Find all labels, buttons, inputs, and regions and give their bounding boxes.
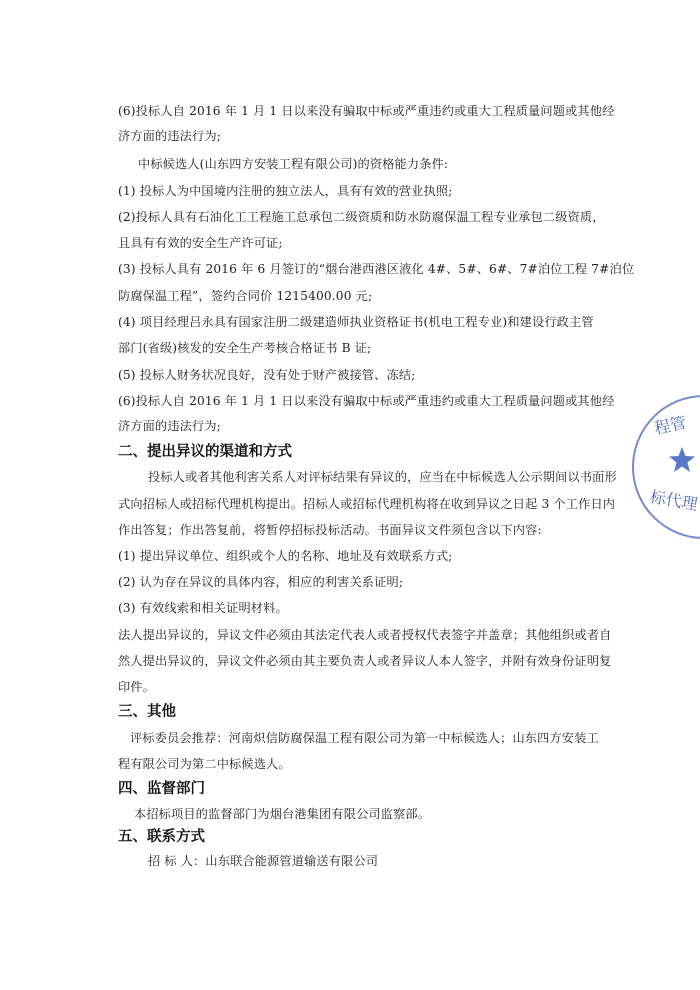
section-heading-contact: 五、联系方式: [118, 829, 205, 845]
seal-star-icon: [668, 446, 696, 474]
text-line: 然人提出异议的，异议文件必须由其主要负责人或者异议人本人签字，并附有效身份证明复: [118, 654, 612, 668]
section-heading-other: 三、其他: [118, 704, 176, 720]
text-line: 且具有有效的安全生产许可证;: [118, 236, 283, 250]
text-line: 程有限公司为第二中标候选人。: [118, 757, 291, 771]
section-heading-supervision: 四、监督部门: [118, 781, 205, 797]
text-line: (1) 提出异议单位、组织或个人的名称、地址及有效联系方式;: [118, 549, 453, 563]
text-line: (6)投标人自 2016 年 1 月 1 日以来没有骗取中标或严重违约或重大工程质量问题或其他经: [118, 394, 615, 408]
seal-text-top: 程管: [652, 412, 688, 439]
text-line: 评标委员会推荐：河南炽信防腐保温工程有限公司为第一中标候选人；山东四方安装工: [130, 731, 599, 745]
text-line: 中标候选人(山东四方安装工程有限公司)的资格能力条件:: [138, 157, 449, 171]
text-line: 投标人或者其他利害关系人对评标结果有异议的，应当在中标候选人公示期间以书面形: [148, 470, 617, 484]
text-line: 济方面的违法行为;: [118, 129, 221, 143]
text-line: 印件。: [118, 680, 156, 694]
text-line: 作出答复；作出答复前，将暂停招标投标活动。书面异议文件须包含以下内容:: [118, 523, 542, 537]
text-line: 法人提出异议的，异议文件必须由其法定代表人或者授权代表签字并盖章；其他组织或者自: [118, 628, 612, 642]
seal-text-bottom: 标代理: [648, 486, 700, 515]
text-line: (5) 投标人财务状况良好，没有处于财产被接管、冻结;: [118, 368, 416, 382]
text-line: 防腐保温工程”，签约合同价 1215400.00 元;: [118, 289, 373, 303]
text-line: (2) 认为存在异议的具体内容，相应的利害关系证明;: [118, 575, 404, 589]
text-line: 招 标 人：山东联合能源管道输送有限公司: [148, 854, 379, 868]
text-line: (2)投标人具有石油化工工程施工总承包二级资质和防水防腐保温工程专业承包二级资质，: [118, 210, 605, 224]
text-line: (3) 有效线索和相关证明材料。: [118, 601, 288, 615]
text-line: (4) 项目经理吕永具有国家注册二级建造师执业资格证书(机电工程专业)和建设行政主管: [118, 315, 594, 329]
text-line: (6)投标人自 2016 年 1 月 1 日以来没有骗取中标或严重违约或重大工程质量问题或其他经: [118, 104, 615, 118]
text-line: (1) 投标人为中国境内注册的独立法人，具有有效的营业执照;: [118, 184, 453, 198]
text-line: 本招标项目的监督部门为烟台港集团有限公司监察部。: [134, 807, 431, 821]
text-line: 部门(省级)核发的安全生产考核合格证书 B 证;: [118, 341, 372, 355]
section-heading-objection: 二、提出异议的渠道和方式: [118, 444, 292, 460]
text-line: 济方面的违法行为;: [118, 419, 221, 433]
text-line: (3) 投标人具有 2016 年 6 月签订的“烟台港西港区液化 4#、5#、6#、7#泊位工程 7#泊位: [118, 262, 635, 276]
text-line: 式向招标人或招标代理机构提出。招标人或招标代理机构将在收到异议之日起 3 个工作日内: [118, 497, 616, 511]
